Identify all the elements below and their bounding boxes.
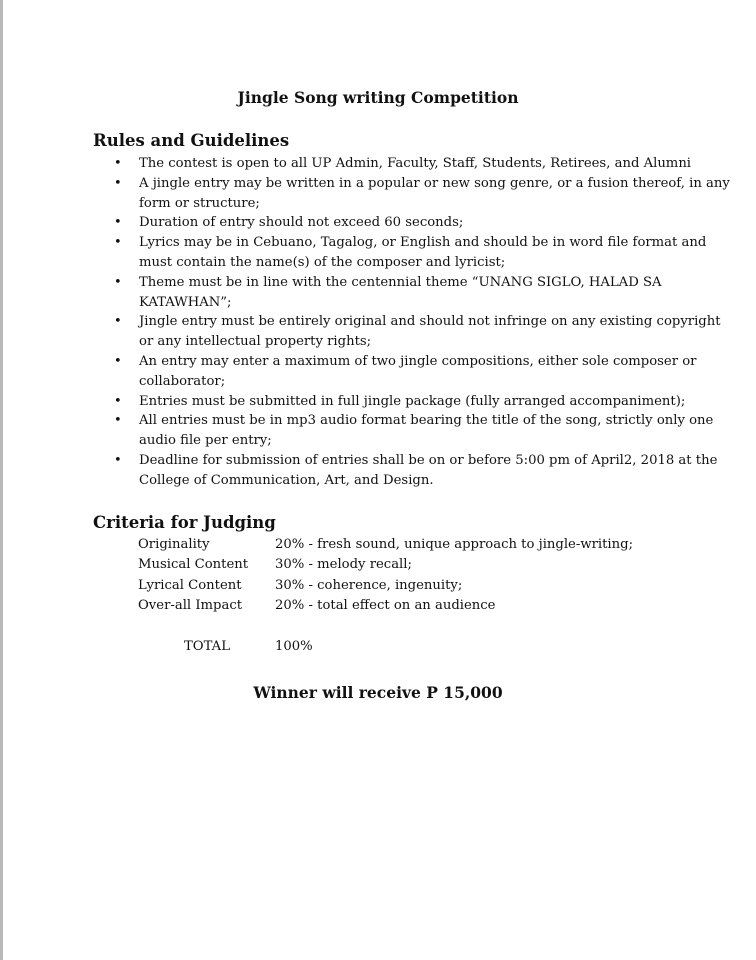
criteria-name: Musical Content	[138, 557, 249, 573]
criteria-name: Lyrical Content	[138, 577, 242, 593]
criteria-row	[138, 555, 698, 575]
criteria-description: 20% - total effect on an audience	[275, 598, 496, 614]
criteria-table	[138, 535, 698, 657]
total-label: TOTAL	[184, 638, 230, 654]
criteria-row	[138, 576, 698, 596]
criteria-row	[138, 596, 698, 616]
criteria-description: 30% - coherence, ingenuity;	[275, 577, 463, 593]
rule-item: • Jingle entry must be entirely original and should not infringe on any existing copyright or any intellectual property rights;	[93, 312, 733, 352]
criteria-name: Originality	[138, 537, 210, 552]
document-title: Jingle Song writing Competition	[237, 88, 519, 107]
rule-item: • Deadline for submission of entries shall be on or before 5:00 pm of April2, 2018 at the College of Communication, Art, and Design.	[93, 451, 733, 491]
criteria-name: Over-all Impact	[138, 598, 243, 614]
criteria-description: 30% - melody recall;	[275, 557, 412, 573]
rule-item: • Theme must be in line with the centennial theme “UNANG SIGLO, HALAD SA KATAWHAN”;	[93, 273, 733, 313]
prize-statement: Winner will receive P 15,000	[253, 683, 503, 702]
criteria-heading: Criteria for Judging	[93, 513, 276, 532]
rule-item: • A jingle entry may be written in a popular or new song genre, or a fusion thereof, in any form or structure;	[93, 174, 733, 214]
criteria-row	[138, 535, 698, 555]
rules-list	[93, 154, 733, 491]
rule-item: • All entries must be in mp3 audio format bearing the title of the song, strictly only one audio file per entry;	[93, 411, 733, 451]
rule-item: • An entry may enter a maximum of two jingle compositions, either sole composer or collaborator;	[93, 352, 733, 392]
rule-item: • Duration of entry should not exceed 60 seconds;	[93, 213, 733, 233]
criteria-description: 20% - fresh sound, unique approach to jingle-writing;	[275, 537, 634, 552]
rule-item: • Entries must be submitted in full jingle package (fully arranged accompaniment);	[93, 392, 733, 412]
total-row	[138, 637, 698, 657]
total-value: 100%	[275, 638, 313, 654]
rule-item: • The contest is open to all UP Admin, Faculty, Staff, Students, Retirees, and Alumni	[93, 154, 733, 174]
page-edge	[0, 0, 3, 960]
rules-heading: Rules and Guidelines	[93, 131, 290, 150]
rule-item: • Lyrics may be in Cebuano, Tagalog, or English and should be in word file format and must contain the name(s) of the composer and lyricist;	[93, 233, 733, 273]
